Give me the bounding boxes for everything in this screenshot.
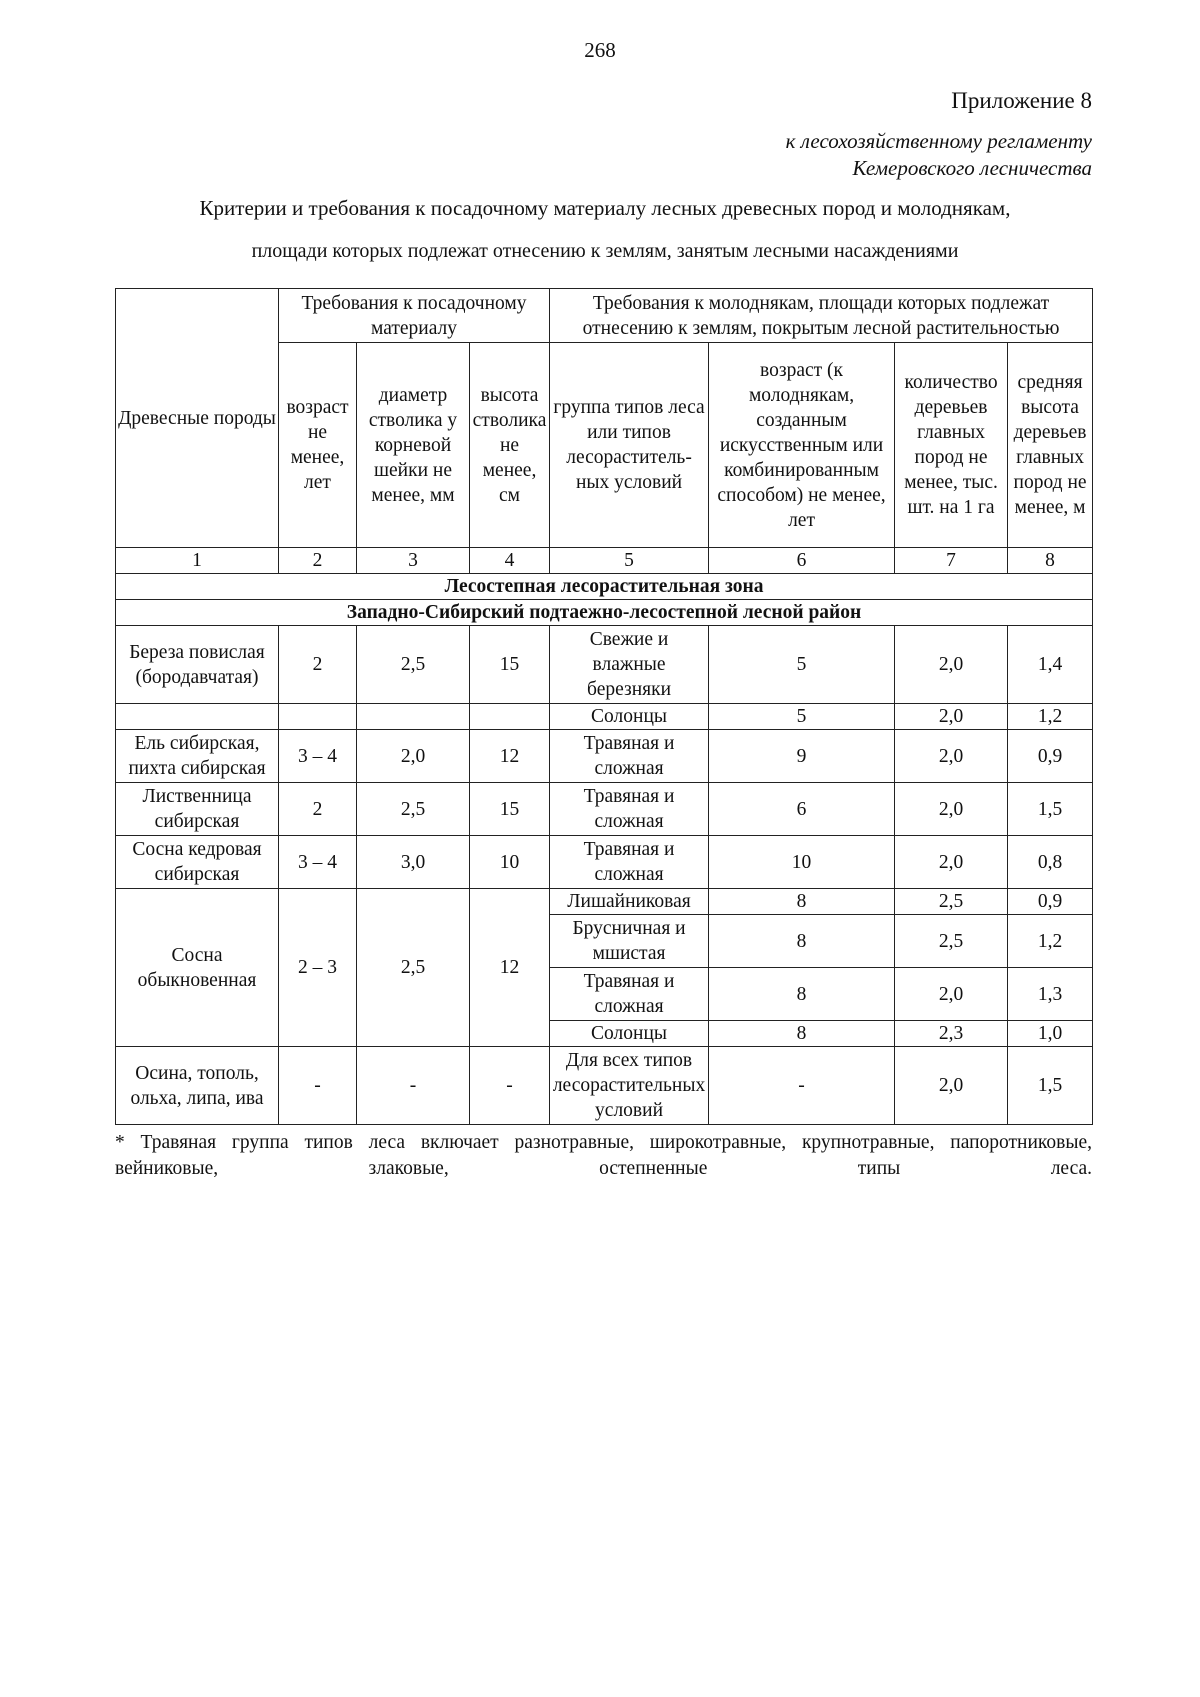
avg-height-cell: 1,0: [1008, 1021, 1093, 1047]
empty-cell: [357, 704, 470, 730]
avg-height-cell: 1,5: [1008, 1047, 1093, 1125]
avg-height-cell: 0,9: [1008, 730, 1093, 783]
header-planting-group: Требования к посадочному материалу: [279, 289, 550, 343]
forest-group-cell: Травяная и сложная: [550, 968, 709, 1021]
column-number: 2: [279, 548, 357, 574]
species-cell: Сосна обыкновенная: [116, 889, 279, 1047]
young-age-cell: 6: [709, 783, 895, 836]
species-cell: Лиственница сибирская: [116, 783, 279, 836]
document-title-line-2: площади которых подлежат отнесению к землям, занятым лесными насаждениями: [251, 240, 959, 262]
avg-height-cell: 1,2: [1008, 915, 1093, 968]
young-age-cell: 10: [709, 836, 895, 889]
empty-cell: [116, 704, 279, 730]
subtitle-line-2: Кемеровского лесничества: [852, 156, 1092, 180]
table-row: [116, 783, 1093, 836]
height-cell: 15: [470, 626, 550, 704]
region-label: Западно-Сибирский подтаежно-лесостепной лесной район: [116, 600, 1093, 626]
young-age-cell: 9: [709, 730, 895, 783]
forest-group-cell: Травяная и сложная: [550, 783, 709, 836]
subtitle-line-1: к лесохозяйственному регламенту: [785, 129, 1092, 153]
young-age-cell: 5: [709, 704, 895, 730]
page-number: 268: [584, 38, 616, 62]
footnote: * Травяная группа типов леса включает разнотравные, широкотравные, крупнотравные, папоротниковые, вейниковые, злаковые, остепненные типы леса.: [115, 1132, 1092, 1179]
avg-height-cell: 1,4: [1008, 626, 1093, 704]
age-cell: 3 – 4: [279, 836, 357, 889]
age-cell: 2: [279, 783, 357, 836]
young-age-cell: 5: [709, 626, 895, 704]
requirements-table: [115, 288, 1093, 1125]
column-numbers-row: [116, 548, 1093, 574]
region-row: [116, 600, 1093, 626]
tree-count-cell: 2,0: [895, 1047, 1008, 1125]
table-row: [116, 626, 1093, 704]
header-age: возраст не менее, лет: [279, 343, 357, 548]
column-number: 6: [709, 548, 895, 574]
empty-cell: [470, 704, 550, 730]
height-cell: -: [470, 1047, 550, 1125]
forest-group-cell: Лишайниковая: [550, 889, 709, 915]
diameter-cell: -: [357, 1047, 470, 1125]
tree-count-cell: 2,0: [895, 836, 1008, 889]
forest-group-cell: Солонцы: [550, 1021, 709, 1047]
diameter-cell: 2,0: [357, 730, 470, 783]
tree-count-cell: 2,3: [895, 1021, 1008, 1047]
tree-count-cell: 2,0: [895, 968, 1008, 1021]
height-cell: 12: [470, 889, 550, 1047]
tree-count-cell: 2,5: [895, 889, 1008, 915]
appendix-label: Приложение 8: [951, 88, 1092, 113]
young-age-cell: 8: [709, 889, 895, 915]
avg-height-cell: 1,5: [1008, 783, 1093, 836]
height-cell: 12: [470, 730, 550, 783]
column-number: 4: [470, 548, 550, 574]
header-species: Древесные породы: [116, 289, 279, 548]
column-number: 8: [1008, 548, 1093, 574]
header-height: высота стволика не менее, см: [470, 343, 550, 548]
column-number: 7: [895, 548, 1008, 574]
young-age-cell: 8: [709, 968, 895, 1021]
table-row: [116, 730, 1093, 783]
avg-height-cell: 1,3: [1008, 968, 1093, 1021]
document-title: Критерии и требования к посадочному материалу лесных древесных пород и молоднякам,: [199, 196, 1011, 220]
header-young-age: возраст (к молоднякам, созданным искусственным или комбинированным способом) не менее, лет: [709, 343, 895, 548]
height-cell: 10: [470, 836, 550, 889]
young-age-cell: 8: [709, 1021, 895, 1047]
species-cell: Сосна кедровая сибирская: [116, 836, 279, 889]
avg-height-cell: 0,8: [1008, 836, 1093, 889]
tree-count-cell: 2,0: [895, 626, 1008, 704]
forest-group-cell: Для всех типов лесорастительных условий: [550, 1047, 709, 1125]
tree-count-cell: 2,0: [895, 783, 1008, 836]
species-cell: Осина, тополь, ольха, липа, ива: [116, 1047, 279, 1125]
table-row: [116, 889, 1093, 915]
header-tree-count: количество деревьев главных пород не менее, тыс. шт. на 1 га: [895, 343, 1008, 548]
diameter-cell: 2,5: [357, 889, 470, 1047]
age-cell: -: [279, 1047, 357, 1125]
avg-height-cell: 1,2: [1008, 704, 1093, 730]
forest-group-cell: Травяная и сложная: [550, 730, 709, 783]
species-cell: Береза повислая (бородавчатая): [116, 626, 279, 704]
height-cell: 15: [470, 783, 550, 836]
table-row: [116, 1047, 1093, 1125]
forest-group-cell: Свежие и влажные березняки: [550, 626, 709, 704]
avg-height-cell: 0,9: [1008, 889, 1093, 915]
table-row: [116, 836, 1093, 889]
tree-count-cell: 2,0: [895, 704, 1008, 730]
tree-count-cell: 2,5: [895, 915, 1008, 968]
forest-group-cell: Солонцы: [550, 704, 709, 730]
tree-count-cell: 2,0: [895, 730, 1008, 783]
age-cell: 2 – 3: [279, 889, 357, 1047]
column-number: 5: [550, 548, 709, 574]
column-number: 3: [357, 548, 470, 574]
forest-group-cell: Брусничная и мшистая: [550, 915, 709, 968]
diameter-cell: 3,0: [357, 836, 470, 889]
header-diameter: диаметр стволика у корневой шейки не менее, мм: [357, 343, 470, 548]
header-avg-height: средняя высота деревьев главных пород не менее, м: [1008, 343, 1093, 548]
species-cell: Ель сибирская, пихта сибирская: [116, 730, 279, 783]
young-age-cell: -: [709, 1047, 895, 1125]
forest-group-cell: Травяная и сложная: [550, 836, 709, 889]
diameter-cell: 2,5: [357, 626, 470, 704]
group-header-row: [116, 289, 1093, 343]
column-number: 1: [116, 548, 279, 574]
empty-cell: [279, 704, 357, 730]
zone-label: Лесостепная лесорастительная зона: [116, 574, 1093, 600]
age-cell: 3 – 4: [279, 730, 357, 783]
header-forest-group: группа типов леса или типов лесораститель-ных условий: [550, 343, 709, 548]
age-cell: 2: [279, 626, 357, 704]
zone-row: [116, 574, 1093, 600]
appendix-subtitle: [786, 128, 1092, 182]
header-young-group: Требования к молоднякам, площади которых подлежат отнесению к землям, покрытым лесной растительностью: [550, 289, 1093, 343]
table-row: [116, 704, 1093, 730]
young-age-cell: 8: [709, 915, 895, 968]
diameter-cell: 2,5: [357, 783, 470, 836]
